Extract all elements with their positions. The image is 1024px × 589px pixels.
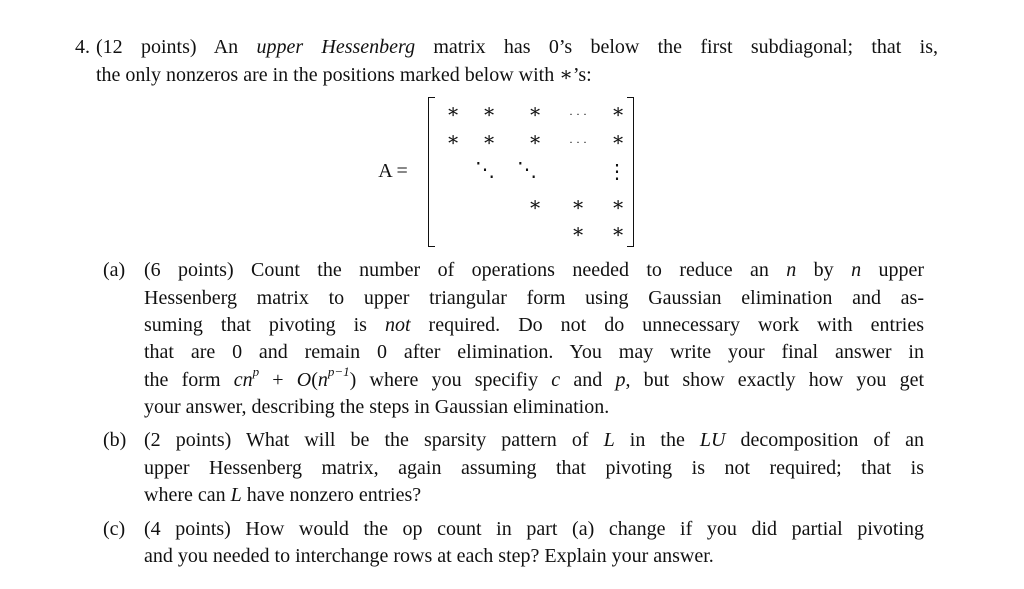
text-segment: decomposition of an (725, 429, 924, 451)
matrix-entry-star: ∗ (611, 101, 625, 123)
matrix-entry-star: ∗ (528, 194, 542, 216)
matrix-entry-star: ∗ (611, 194, 625, 216)
matrix-entry-star: ∗ (482, 129, 496, 151)
left-bracket (428, 97, 435, 247)
math-text: p (252, 364, 260, 380)
text-segment: ) where you specifiy (349, 369, 552, 391)
text-line (96, 35, 938, 59)
problem-number: 4. (75, 36, 90, 58)
text-segment: upper Hessenberg matrix, again assuming that pivoting is not required; that is (144, 457, 924, 479)
math-text: upper Hessenberg (256, 36, 416, 58)
matrix-entry-star: ∗ (446, 101, 460, 123)
math-text: O (296, 369, 312, 391)
text-line (144, 544, 714, 568)
text-segment: in the (614, 429, 700, 451)
math-text: n (851, 259, 862, 281)
matrix-entry-vdots: ⋮ (607, 161, 627, 183)
text-segment: that are 0 and remain 0 after elimination. You may write your final answer in (144, 341, 924, 363)
text-segment: where can (144, 484, 231, 506)
math-text: c (551, 369, 561, 391)
text-line (144, 395, 609, 419)
text-segment: upper (861, 259, 925, 281)
part-label: (c) (103, 518, 126, 540)
text-segment: your answer, describing the steps in Gaussian elimination. (144, 396, 610, 418)
matrix-entry-hdots: · · · (569, 135, 587, 149)
text-segment: and you needed to interchange rows at each step? Explain your answer. (144, 545, 714, 567)
math-text: LU (699, 429, 726, 451)
text-segment: Hessenberg matrix to upper triangular form using Gaussian elimination and as- (144, 287, 924, 309)
text-segment: by (796, 259, 852, 281)
matrix-entry-ddots: ⋱ (517, 159, 537, 181)
math-text: cn (233, 369, 253, 391)
text-segment: and (560, 369, 616, 391)
math-text: p (615, 369, 626, 391)
matrix-entry-star: ∗ (528, 129, 542, 151)
math-text: L (230, 484, 242, 506)
text-segment: (6 points) Count the number of operations needed to reduce an (144, 259, 787, 281)
text-segment: the only nonzeros are in the positions marked below with ∗’s: (96, 64, 592, 86)
text-segment: matrix has 0’s below the first subdiagonal; that is, (415, 36, 938, 58)
right-bracket (627, 97, 634, 247)
matrix-entry-star: ∗ (611, 221, 625, 243)
text-segment: (2 points) What will be the sparsity pattern of (144, 429, 604, 451)
text-line (144, 428, 924, 452)
matrix-entry-hdots: · · · (569, 107, 587, 121)
math-text: n (786, 259, 797, 281)
text-segment: , but show exactly how you get (625, 369, 925, 391)
matrix-entry-star: ∗ (446, 129, 460, 151)
text-line (144, 313, 924, 337)
matrix-entry-star: ∗ (571, 221, 585, 243)
math-text: L (603, 429, 615, 451)
matrix-label: A = (378, 160, 408, 182)
math-text: not (384, 314, 411, 336)
text-segment: ( (311, 369, 318, 391)
text-line (96, 63, 592, 87)
text-segment: have nonzero entries? (241, 484, 422, 506)
text-line (144, 258, 924, 282)
matrix-entry-star: ∗ (611, 129, 625, 151)
matrix-entry-star: ∗ (528, 101, 542, 123)
math-text: n (317, 369, 328, 391)
text-line (144, 517, 924, 541)
text-line (144, 483, 421, 507)
text-segment: the form (144, 369, 234, 391)
text-line (144, 340, 924, 364)
math-text: p−1 (327, 364, 350, 380)
part-label: (b) (103, 429, 127, 451)
matrix-entry-ddots: ⋱ (475, 159, 495, 181)
text-line (144, 286, 924, 310)
text-segment: (12 points) An (96, 36, 257, 58)
text-segment: (4 points) How would the op count in part (a) change if you did partial pivoting (144, 518, 924, 540)
text-segment: suming that pivoting is (144, 314, 385, 336)
part-label: (a) (103, 259, 126, 281)
text-segment: + (259, 369, 297, 391)
text-line (144, 456, 924, 480)
text-segment: required. Do not do unnecessary work with entries (410, 314, 924, 336)
matrix-entry-star: ∗ (571, 194, 585, 216)
text-line (144, 364, 925, 392)
matrix-entry-star: ∗ (482, 101, 496, 123)
